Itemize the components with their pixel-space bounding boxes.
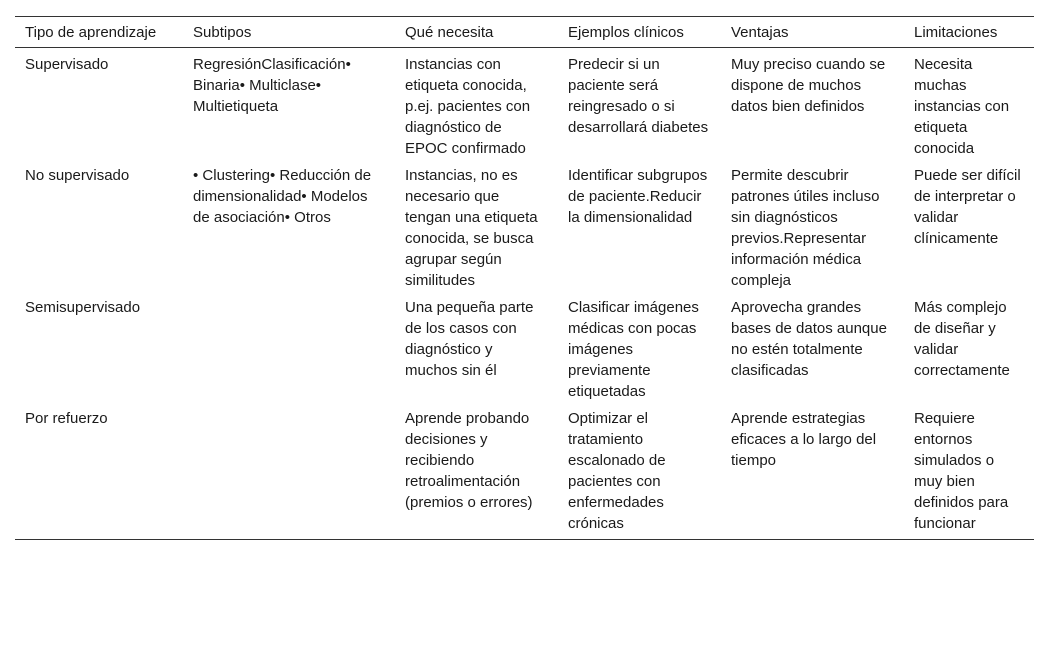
- table-row: [15, 48, 1034, 160]
- cell-tipo: Por refuerzo: [25, 410, 108, 427]
- cell-tipo: Semisupervisado: [25, 299, 141, 316]
- cell-subtipos: • Clustering• Reducción de dimensionalidad• Modelos de asociación• Otros: [193, 167, 372, 226]
- cell-subtipos: [183, 291, 395, 402]
- cell-que-necesita: Instancias, no es necesario que tengan una etiqueta conocida, se busca agrupar según similitudes: [405, 167, 538, 289]
- header-subtipos: Subtipos: [193, 24, 252, 41]
- cell-ventajas: Aprende estrategias eficaces a lo largo del tiempo: [731, 410, 877, 469]
- cell-ejemplos: Clasificar imágenes médicas con pocas imágenes previamente etiquetadas: [568, 299, 699, 400]
- cell-ventajas: Muy preciso cuando se dispone de muchos datos bien definidos: [731, 56, 886, 115]
- header-ejemplos-clinicos: Ejemplos clínicos: [568, 24, 684, 41]
- cell-que-necesita: Instancias con etiqueta conocida, p.ej. pacientes con diagnóstico de EPOC confirmado: [405, 56, 531, 157]
- cell-subtipos: [183, 402, 395, 540]
- cell-ventajas: Permite descubrir patrones útiles incluso sin diagnósticos previos.Representar información médica compleja: [731, 167, 880, 289]
- cell-ejemplos: Identificar subgrupos de paciente.Reducir la dimensionalidad: [568, 167, 708, 226]
- learning-types-table: [15, 16, 1034, 540]
- learning-types-table-container: [15, 16, 1034, 540]
- cell-que-necesita: Una pequeña parte de los casos con diagnóstico y muchos sin él: [405, 299, 534, 379]
- header-que-necesita: Qué necesita: [405, 24, 494, 41]
- cell-ventajas: Aprovecha grandes bases de datos aunque no estén totalmente clasificadas: [731, 299, 887, 379]
- cell-limitaciones: Puede ser difícil de interpretar o validar clínicamente: [914, 167, 1021, 247]
- cell-tipo: No supervisado: [25, 167, 130, 184]
- cell-ejemplos: Optimizar el tratamiento escalonado de pacientes con enfermedades crónicas: [568, 410, 666, 532]
- table-row: [15, 402, 1034, 540]
- cell-que-necesita: Aprende probando decisiones y recibiendo retroalimentación (premios o errores): [405, 410, 533, 511]
- cell-limitaciones: Necesita muchas instancias con etiqueta conocida: [914, 56, 1010, 157]
- cell-ejemplos: Predecir si un paciente será reingresado o si desarrollará diabetes: [568, 56, 709, 136]
- cell-limitaciones: Requiere entornos simulados o muy bien definidos para funcionar: [914, 410, 1009, 532]
- table-row: [15, 291, 1034, 402]
- table-row: [15, 159, 1034, 291]
- header-tipo-de-aprendizaje: Tipo de aprendizaje: [25, 24, 157, 41]
- header-limitaciones: Limitaciones: [914, 24, 998, 41]
- header-ventajas: Ventajas: [731, 24, 789, 41]
- cell-tipo: Supervisado: [25, 56, 109, 73]
- table-header-row: [15, 17, 1034, 48]
- cell-subtipos: RegresiónClasificación• Binaria• Multiclase• Multietiqueta: [193, 56, 351, 115]
- cell-limitaciones: Más complejo de diseñar y validar correctamente: [914, 299, 1010, 379]
